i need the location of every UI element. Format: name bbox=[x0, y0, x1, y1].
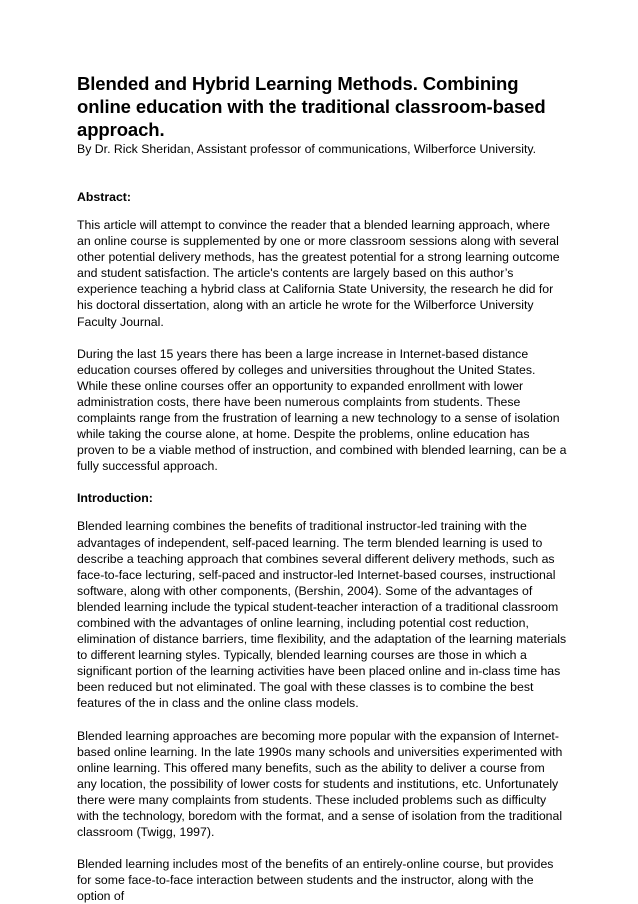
introduction-paragraph: Blended learning includes most of the benefits of an entirely-online course, but provides for some face-to-face interaction between students and the instructor, along with the option of bbox=[77, 857, 554, 904]
document-title: Blended and Hybrid Learning Methods. Combining online education with the traditional classroom-based approach. bbox=[77, 73, 546, 140]
abstract-paragraph: During the last 15 years there has been a large increase in Internet-based distance education courses offered by colleges and universities throughout the United States. While these online courses offer an opportunity to expanded enrollment with lower administration costs, there have been numerous complaints from students. These complaints range from the frustration of learning a new technology to a sense of isolation while taking the course alone, at home. Despite the problems, online education has proven to be a viable method of instruction, and combined with blended learning, can be a fully successful approach. bbox=[77, 346, 567, 474]
document-page bbox=[77, 72, 567, 904]
abstract-heading: Abstract: bbox=[77, 190, 131, 204]
author-byline: By Dr. Rick Sheridan, Assistant professor of communications, Wilberforce University. bbox=[77, 142, 537, 156]
introduction-paragraph: Blended learning combines the benefits of traditional instructor-led training with the advantages of independent, self-paced learning. The term blended learning is used to describe a teaching approach that combines several different delivery methods, such as face-to-face lecturing, self-paced and instructor-led Internet-based courses, instructional software, along with other components, (Bershin, 2004). Some of the advantages of blended learning include the typical student-teacher interaction of a traditional classroom combined with the advantages of online learning, including potential cost reduction, elimination of distance barriers, time flexibility, and the adaptation of the learning materials to different learning styles. Typically, blended learning courses are those in which a significant portion of the learning activities have been placed online and in-class time has been reduced but not eliminated. The goal with these classes is to combine the best features of the in class and the online class models. bbox=[77, 519, 567, 711]
abstract-paragraph: This article will attempt to convince the reader that a blended learning approach, where an online course is supplemented by one or more classroom sessions along with several other potential delivery methods, has the greatest potential for a strong learning outcome and student satisfaction. The article's contents are largely based on this author’s experience teaching a hybrid class at California State University, the research he did for his doctoral dissertation, along with an article he wrote for the Wilberforce University Faculty Journal. bbox=[77, 218, 560, 329]
introduction-paragraph: Blended learning approaches are becoming more popular with the expansion of Internet-based online learning. In the late 1990s many schools and universities experimented with online learning. This offered many benefits, such as the ability to deliver a course from any location, the possibility of lower costs for students and institutions, etc. Unfortunately there were many complaints from students. These included problems such as difficulty with the technology, boredom with the format, and a sense of isolation from the traditional classroom (Twigg, 1997). bbox=[77, 728, 563, 840]
introduction-heading: Introduction: bbox=[77, 491, 153, 506]
